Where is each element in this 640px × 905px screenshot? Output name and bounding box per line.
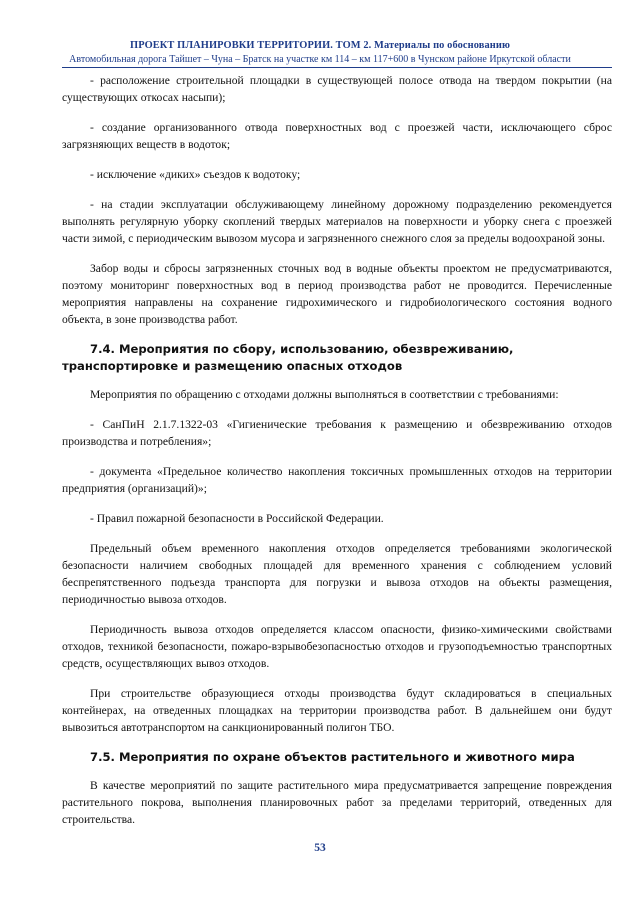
paragraph: В качестве мероприятий по защите растительного мира предусматривается запрещение повреждения растительного покрова, выполнения планировочных работ за пределами территорий, отведенных для строительства. bbox=[62, 779, 612, 826]
section-heading: 7.4. Мероприятия по сбору, использованию, обезвреживанию, транспортировке и размещению опасных отходов bbox=[62, 342, 514, 373]
paragraph: - исключение «диких» съездов к водотоку; bbox=[90, 168, 301, 181]
paragraph: - расположение строительной площадки в существующей полосе отвода на твердом покрытии (на существующих откосах насыпи); bbox=[62, 74, 612, 104]
section-heading: 7.5. Мероприятия по охране объектов растительного и животного мира bbox=[90, 750, 575, 764]
paragraph: - Правил пожарной безопасности в Российской Федерации. bbox=[90, 512, 384, 525]
paragraph: Периодичность вывоза отходов определяется классом опасности, физико-химическими свойствами отходов, техникой безопасности, пожаро-взрывобезопасностью отходов и грузоподъемностью транспортных средств, осуществляющих вывоз отходов. bbox=[62, 623, 612, 670]
paragraph: При строительстве образующиеся отходы производства будут складироваться в специальных контейнерах, на отведенных площадках на территории производства работ. В дальнейшем они будут вывозиться автотранспортом на санкционированный полигон ТБО. bbox=[62, 687, 612, 734]
paragraph: Забор воды и сбросы загрязненных сточных вод в водные объекты проектом не предусматриваются, поэтому мониторинг поверхностных вод в период производства работ не проводится. Перечисленные мероприятия направлены на сохранение гидрохимического и гидробиологического состояния водного объекта, в зоне производства работ. bbox=[62, 262, 612, 326]
paragraph: - на стадии эксплуатации обслуживающему линейному дорожному подразделению рекомендуется выполнять регулярную уборку скоплений твердых материалов на поверхности и уборку снега с проезжей части зимой, с периодическим вывозом мусора и загрязненного снежного слоя за пределы водоохраной зоны. bbox=[62, 198, 612, 245]
header-subtitle: Автомобильная дорога Тайшет – Чуна – Братск на участке км 114 – км 117+600 в Чунском районе Иркутской области bbox=[69, 54, 571, 65]
page-number: 53 bbox=[314, 842, 326, 854]
paragraph: Мероприятия по обращению с отходами должны выполняться в соответствии с требованиями: bbox=[90, 388, 559, 401]
paragraph: - документа «Предельное количество накопления токсичных промышленных отходов на территории предприятия (организаций)»; bbox=[62, 465, 612, 495]
header-title: ПРОЕКТ ПЛАНИРОВКИ ТЕРРИТОРИИ. ТОМ 2. Материалы по обоснованию bbox=[130, 40, 510, 51]
paragraph: Предельный объем временного накопления отходов определяется требованиями экологической безопасности наличием свободных площадей для временного хранения с соблюдением условий беспрепятственного подъезда транспорта для погрузки и вывоза отходов на объекты размещения, периодичностью вывоза отходов. bbox=[62, 542, 612, 606]
page-body bbox=[62, 68, 612, 841]
paragraph: - создание организованного отвода поверхностных вод с проезжей части, исключающего сброс загрязняющих веществ в водоток; bbox=[62, 121, 612, 151]
paragraph: - СанПиН 2.1.7.1322-03 «Гигиенические требования к размещению и обезвреживанию отходов производства и потребления»; bbox=[62, 418, 612, 448]
